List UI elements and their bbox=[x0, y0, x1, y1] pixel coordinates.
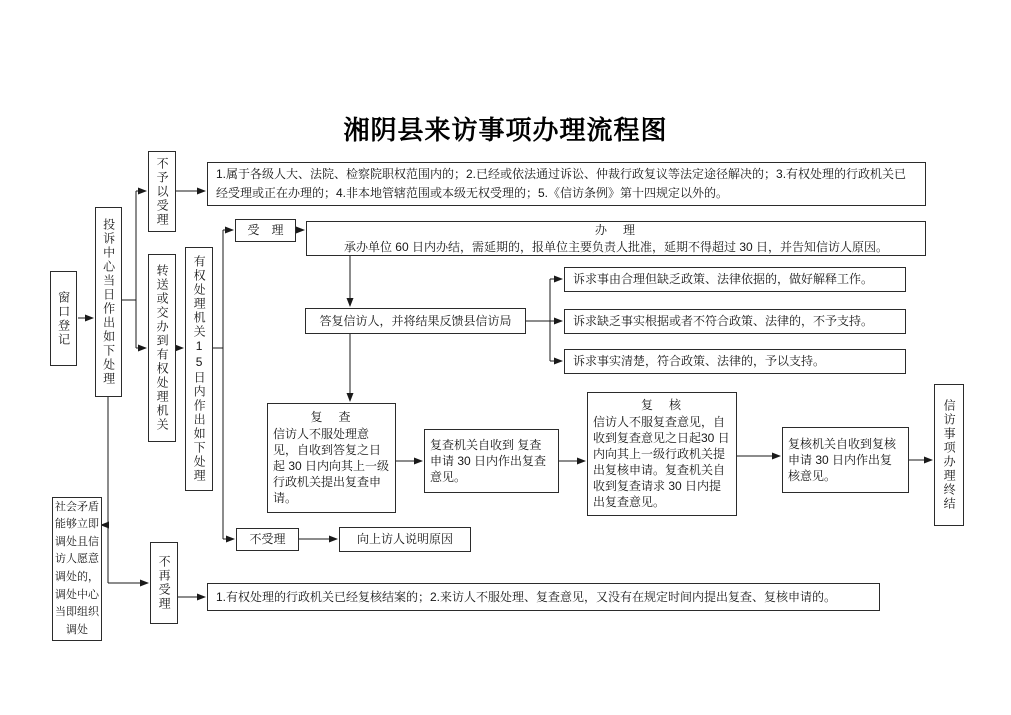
node-refuse: 不受理 bbox=[236, 528, 299, 551]
node-authority-process: 有权处理机关15日内作出如下处理 bbox=[185, 247, 213, 491]
node-reply: 答复信访人，并将结果反馈县信访局 bbox=[305, 308, 526, 334]
node-not-accept-reasons: 1.属于各级人大、法院、检察院职权范围内的；2.已经或依法通过诉讼、仲裁行政复议等法定途径解决的；3.有权处理的行政机关已经受理或正在办理的；4.非本地管辖范围或本级无权受理的；5.《信访条例》第十四规定以外的。 bbox=[207, 162, 926, 206]
node-transfer-assign: 转送或交办到有权处理机关 bbox=[148, 254, 176, 442]
node-claim-reasonable: 诉求事由合理但缺乏政策、法律依据的，做好解释工作。 bbox=[564, 267, 906, 292]
node-review-title: 复 查 bbox=[310, 410, 353, 425]
page-title: 湘阴县来访事项办理流程图 bbox=[343, 115, 668, 145]
node-complaint-center: 投诉中心当日作出如下处理 bbox=[95, 207, 122, 397]
node-mediation: 社会矛盾能够立即调处且信访人愿意调处的，调处中心当即组织调处 bbox=[52, 497, 102, 641]
node-recheck bbox=[587, 392, 737, 516]
node-not-accept: 不予以受理 bbox=[148, 151, 176, 232]
node-recheck-body: 信访人不服复查意见，自收到复查意见之日起30 日内向其上一级行政机关提出复核申请。复查机关自收到复查请求 30 日内提出复查意见。 bbox=[593, 414, 730, 510]
node-accept: 受 理 bbox=[235, 219, 296, 242]
node-recheck-title: 复 核 bbox=[640, 398, 683, 413]
node-no-longer-accept: 不再受理 bbox=[150, 542, 178, 624]
node-review-body: 信访人不服处理意见，自收到答复之日起 30 日内向其上一级行政机关提出复查申请。 bbox=[273, 426, 390, 506]
node-review bbox=[267, 403, 396, 513]
node-explain: 向上访人说明原因 bbox=[339, 527, 471, 552]
node-review-organ: 复查机关自收到 复查申请 30 日内作出复查意见。 bbox=[424, 429, 559, 493]
node-end: 信访事项办理终结 bbox=[934, 384, 964, 526]
node-handle bbox=[306, 221, 926, 256]
node-claim-clear: 诉求事实清楚，符合政策、法律的，予以支持。 bbox=[564, 349, 906, 374]
node-window-register: 窗口登记 bbox=[50, 271, 77, 366]
node-no-longer-reasons: 1.有权处理的行政机关已经复核结案的；2.来访人不服处理、复查意见，又没有在规定时间内提出复查、复核申请的。 bbox=[207, 583, 880, 611]
node-handle-body: 承办单位 60 日内办结，需延期的，报单位主要负责人批准，延期不得超过 30 日，并告知信访人原因。 bbox=[343, 239, 889, 254]
node-handle-title: 办 理 bbox=[594, 223, 637, 238]
node-recheck-organ: 复核机关自收到复核申请 30 日内作出复核意见。 bbox=[782, 427, 909, 493]
node-claim-unfounded: 诉求缺乏事实根据或者不符合政策、法律的，不予支持。 bbox=[564, 309, 906, 334]
